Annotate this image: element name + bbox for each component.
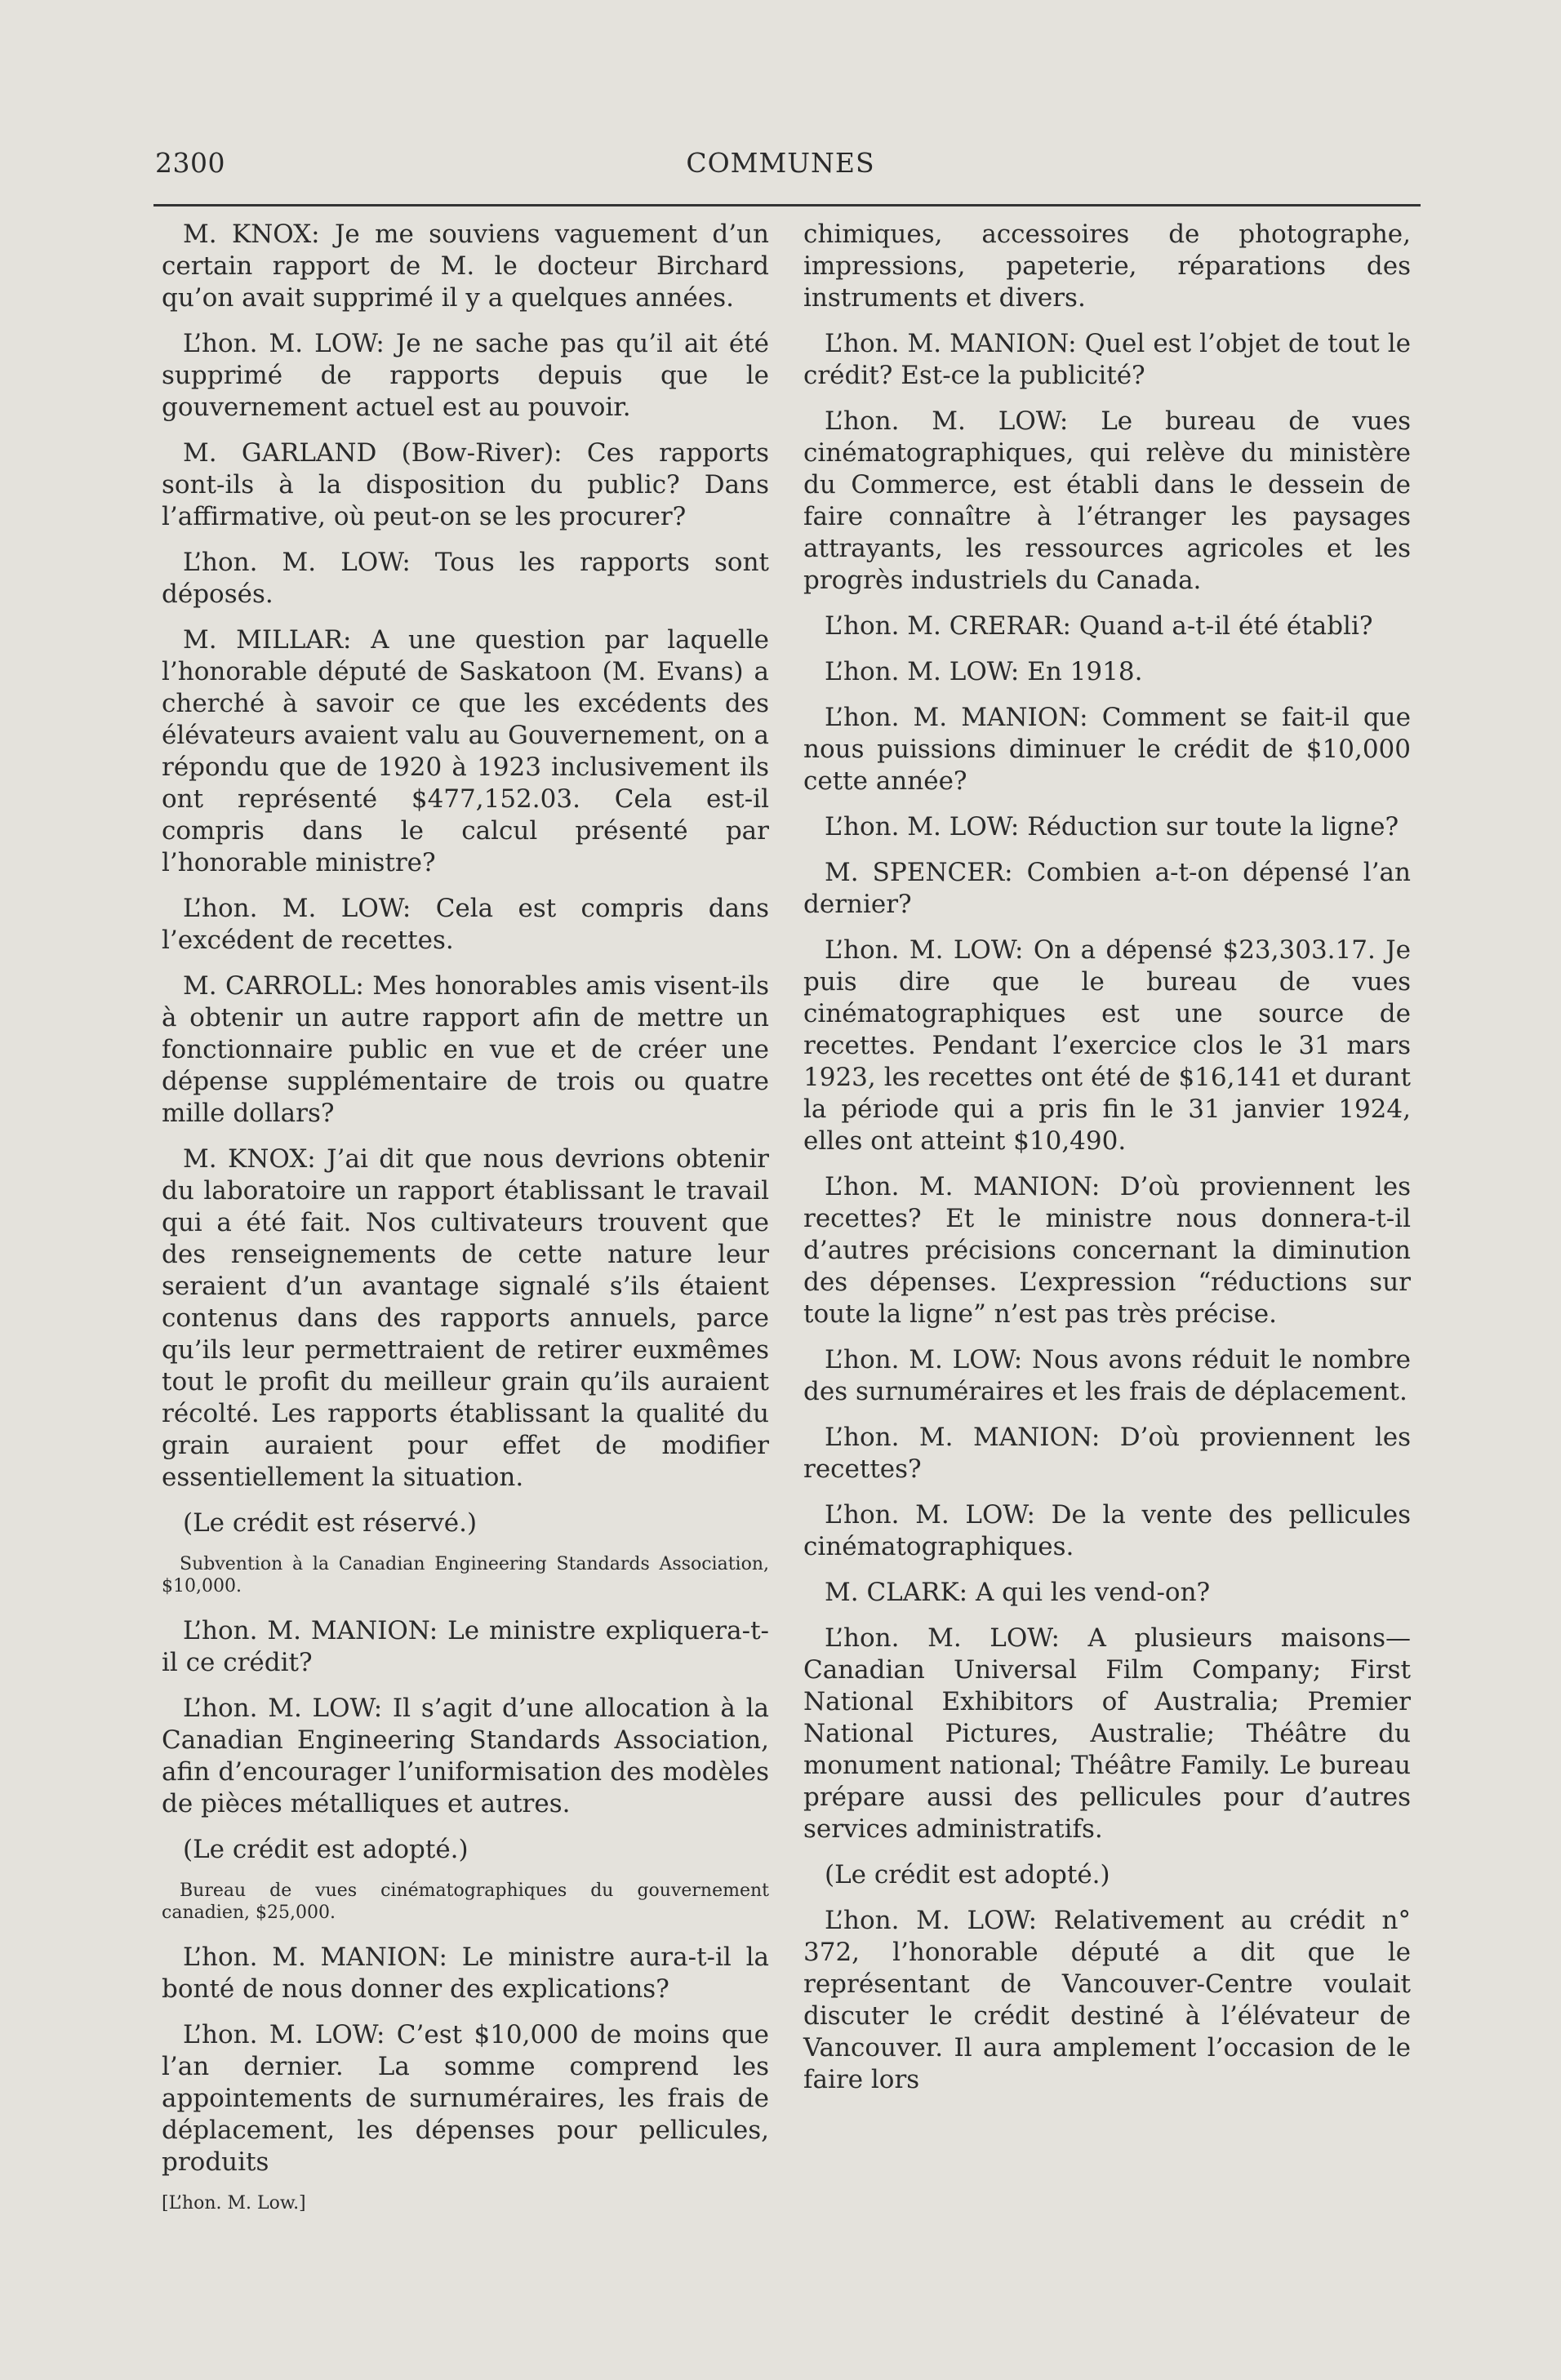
paragraph: L’hon. M. LOW: Tous les rapports sont déposés. (162, 548, 769, 609)
right-column (803, 219, 1411, 2110)
paragraph: L’hon. M. MANION: Quel est l’objet de tout le crédit? Est-ce la publicité? (803, 329, 1411, 390)
paragraph: L’hon. M. MANION: D’où proviennent les recettes? (803, 1423, 1411, 1484)
paragraph: M. KNOX: Je me souviens vaguement d’un certain rapport de M. le docteur Birchard qu’on avait supprimé il y a quelques années. (162, 220, 769, 313)
paragraph: L’hon. M. MANION: Le ministre expliquera-t-il ce crédit? (162, 1616, 769, 1677)
paragraph: M. CLARK: A qui les vend-on? (825, 1578, 1211, 1607)
vote-item-heading: Subvention à la Canadian Engineering Standards Association, $10,000. (162, 1554, 769, 1596)
speaker-signature: [L’hon. M. Low.] (162, 2193, 306, 2213)
paragraph: L’hon. M. LOW: Il s’agit d’une allocation à la Canadian Engineering Standards Association, afin d’encourager l’uniformisation des modèles de pièces métalliques et autres. (162, 1694, 769, 1818)
paragraph: L’hon. M. MANION: Le ministre aura-t-il la bonté de nous donner des explications? (162, 1943, 769, 2004)
paragraph: L’hon. M. LOW: Le bureau de vues cinématographiques, qui relève du ministère du Commerce, est établi dans le dessein de faire connaître à l’étranger les paysages attrayants, les ressources agricoles et les progrès industriels du Canada. (803, 406, 1411, 595)
credit-status: (Le crédit est adopté.) (183, 1835, 469, 1864)
paragraph: L’hon. M. MANION: D’où proviennent les recettes? Et le ministre nous donnera-t-il d’autres précisions concernant la diminution des dépenses. L’expression “réductions sur toute la ligne” n’est pas très précise. (803, 1172, 1411, 1329)
page-number: 2300 (155, 147, 225, 179)
paragraph: L’hon. M. LOW: Je ne sache pas qu’il ait été supprimé de rapports depuis que le gouvernement actuel est au pouvoir. (162, 329, 769, 422)
vote-item-heading: Bureau de vues cinématographiques du gouvernement canadien, $25,000. (162, 1880, 769, 1923)
paragraph: M. GARLAND (Bow-River): Ces rapports sont-ils à la disposition du public? Dans l’affirmative, où peut-on se les procurer? (162, 438, 769, 531)
paragraph: L’hon. M. LOW: Nous avons réduit le nombre des surnuméraires et les frais de déplacement. (803, 1345, 1411, 1406)
paragraph: M. SPENCER: Combien a-t-on dépensé l’an dernier? (803, 858, 1411, 919)
paragraph: L’hon. M. CRERAR: Quand a-t-il été établi? (825, 611, 1373, 641)
paragraph: L’hon. M. LOW: Cela est compris dans l’excédent de recettes. (162, 894, 769, 955)
paragraph: L’hon. M. MANION: Comment se fait-il que nous puissions diminuer le crédit de $10,000 cette année? (803, 703, 1411, 796)
paragraph: L’hon. M. LOW: On a dépensé $23,303.17. Je puis dire que le bureau de vues cinématographiques est une source de recettes. Pendant l’exercice clos le 31 mars 1923, les recettes ont été de $16,141 et durant la période qui a pris fin le 31 janvier 1924, elles ont atteint $10,490. (803, 935, 1411, 1156)
paragraph: L’hon. M. LOW: De la vente des pellicules cinématographiques. (803, 1500, 1411, 1561)
running-title: COMMUNES (686, 147, 875, 179)
paragraph: L’hon. M. LOW: Relativement au crédit n° 372, l’honorable député a dit que le représentant de Vancouver-Centre voulait discuter le crédit destiné à l’élévateur de Vancouver. Il aura amplement l’occasion de le faire lors (803, 1906, 1411, 2094)
paragraph: M. CARROLL: Mes honorables amis visent-ils à obtenir un autre rapport afin de mettre un fonctionnaire public en vue et de créer une dépense supplémentaire de trois ou quatre mille dollars? (162, 971, 769, 1128)
left-column (162, 219, 769, 2214)
paragraph: L’hon. M. LOW: Réduction sur toute la ligne? (825, 812, 1399, 841)
credit-status: (Le crédit est adopté.) (825, 1860, 1110, 1889)
paragraph: L’hon. M. LOW: A plusieurs maisons—Canadian Universal Film Company; First National Exhibitors of Australia; Premier National Pictures, Australie; Théâtre du monument national; Théâtre Family. Le bureau prépare aussi des pellicules pour d’autres services administratifs. (803, 1623, 1411, 1844)
paragraph-continued: chimiques, accessoires de photographe, impressions, papeterie, réparations des instruments et divers. (803, 220, 1411, 313)
paragraph: M. KNOX: J’ai dit que nous devrions obtenir du laboratoire un rapport établissant le travail qui a été fait. Nos cultivateurs trouvent que des renseignements de cette nature leur seraient d’un avantage signalé s’ils étaient contenus dans des rapports annuels, parce qu’ils leur permettraient de retirer euxmêmes tout le profit du meilleur grain qu’ils auraient récolté. Les rapports établissant la qualité du grain auraient pour effet de modifier essentiellement la situation. (162, 1144, 769, 1492)
paragraph: M. MILLAR: A une question par laquelle l’honorable député de Saskatoon (M. Evans) a cherché à savoir ce que les excédents des élévateurs avaient valu au Gouvernement, on a répondu que de 1920 à 1923 inclusivement ils ont représenté $477,152.03. Cela est-il compris dans le calcul présenté par l’honorable ministre? (162, 625, 769, 877)
header-rule (153, 204, 1421, 206)
credit-status: (Le crédit est réservé.) (183, 1508, 478, 1538)
paragraph: L’hon. M. LOW: En 1918. (825, 657, 1143, 686)
paragraph: L’hon. M. LOW: C’est $10,000 de moins que l’an dernier. La somme comprend les appointements de surnuméraires, les frais de déplacement, les dépenses pour pellicules, produits (162, 2020, 769, 2177)
